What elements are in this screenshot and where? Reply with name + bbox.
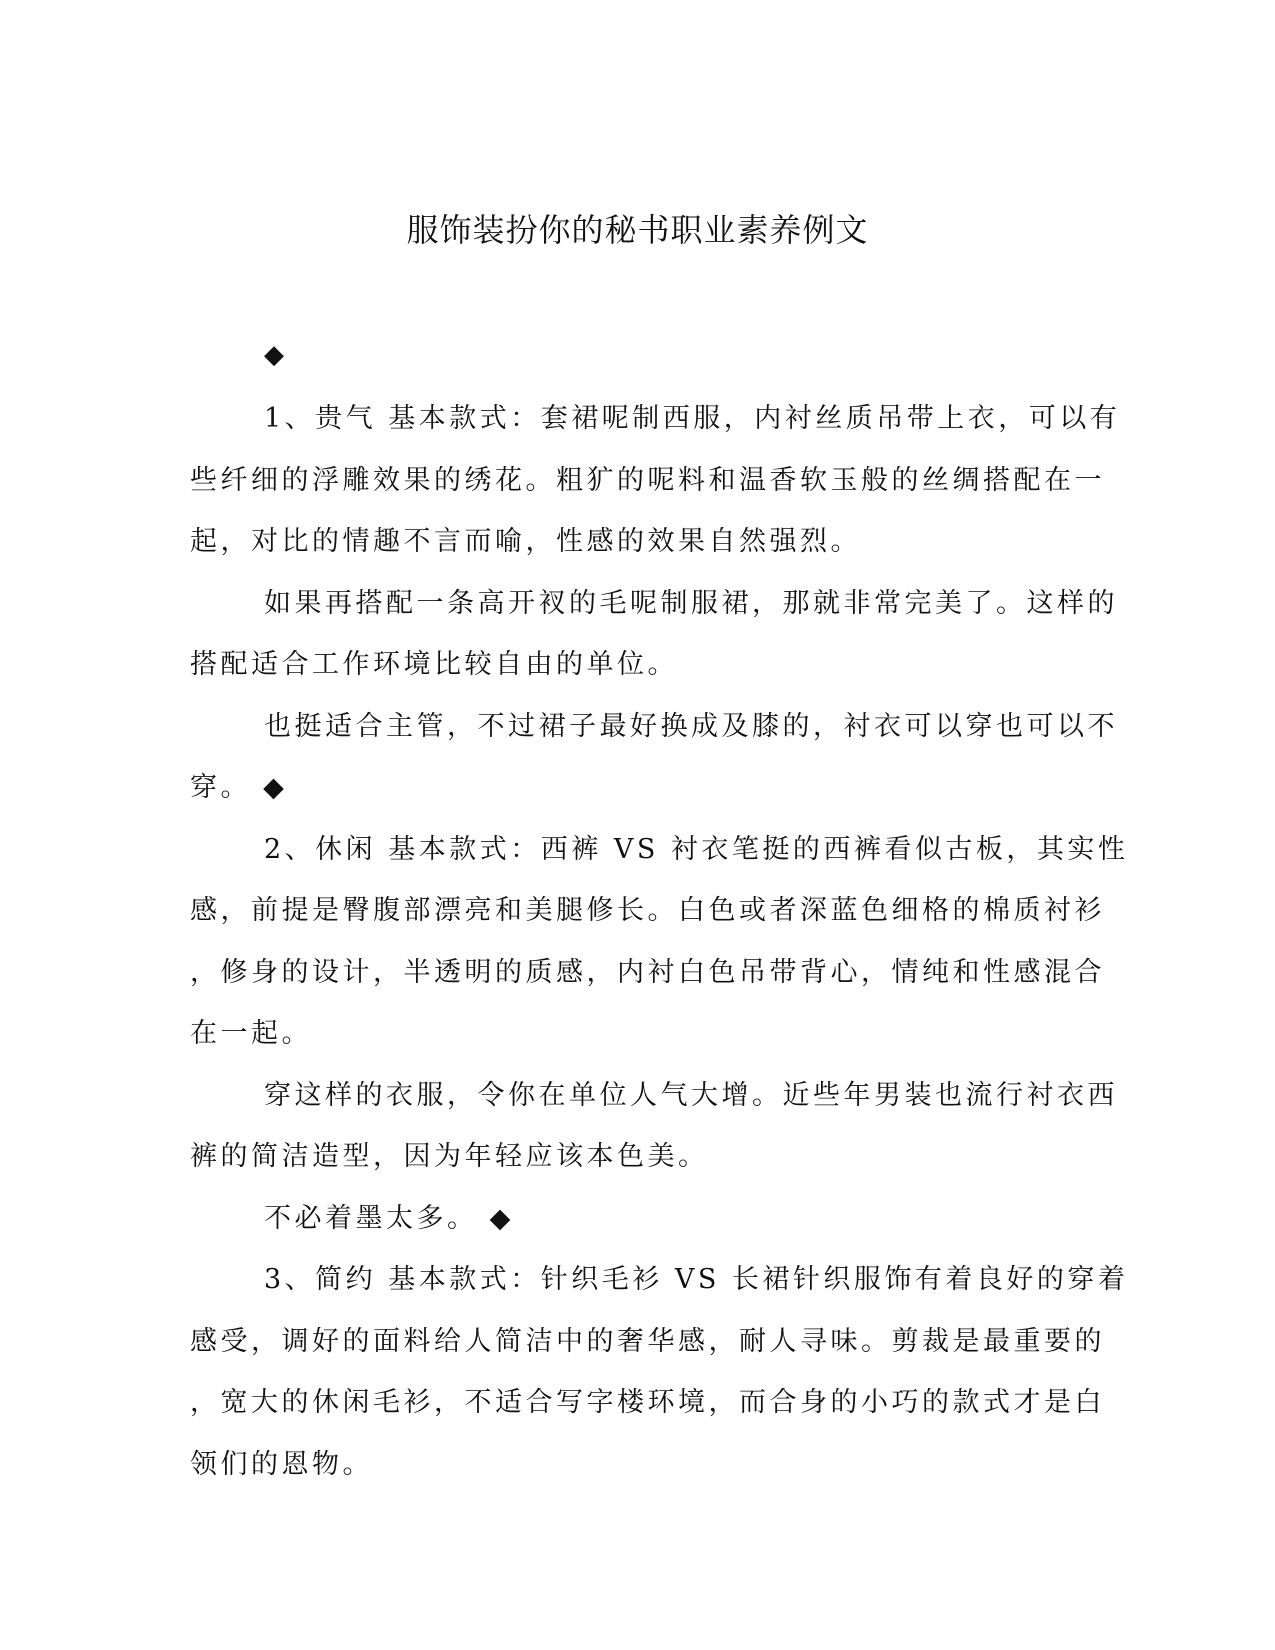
- text-line: 感受，调好的面料给人简洁中的奢华感，耐人寻味。剪裁是最重要的: [190, 1325, 1105, 1357]
- text-line: 也挺适合主管，不过裙子最好换成及膝的，衬衣可以穿也可以不: [264, 710, 1118, 742]
- text-line: 裤的简洁造型，因为年轻应该本色美。: [190, 1141, 709, 1172]
- document-body: [190, 388, 1129, 1495]
- text-line: 如果再搭配一条高开衩的毛呢制服裙，那就非常完美了。这样的: [264, 587, 1118, 619]
- text-line: 1、贵气 基本款式：套裙呢制西服，内衬丝质吊带上衣，可以有: [264, 403, 1121, 434]
- text-line: 2、休闲 基本款式：西裤 VS 衬衣笔挺的西裤看似古板，其实性: [264, 833, 1129, 865]
- text-line: 些纤细的浮雕效果的绣花。粗犷的呢料和温香软玉般的丝绸搭配在一: [190, 464, 1105, 496]
- diamond-bullet-icon: ◆: [264, 340, 284, 370]
- text-line: 不必着墨太多。 ◆: [264, 1202, 514, 1234]
- text-line: 搭配适合工作环境比较自由的单位。: [190, 649, 678, 680]
- text-line: ，修身的设计，半透明的质感，内衬白色吊带背心，情纯和性感混合: [190, 956, 1105, 988]
- text-line: ，宽大的休闲毛衫，不适合写字楼环境，而合身的小巧的款式才是白: [190, 1387, 1105, 1418]
- text-line: 3、简约 基本款式：针织毛衫 VS 长裙针织服饰有着良好的穿着: [264, 1264, 1129, 1295]
- text-line: 穿这样的衣服，令你在单位人气大增。近些年男装也流行衬衣西: [264, 1079, 1118, 1111]
- text-line: 感，前提是臀腹部漂亮和美腿修长。白色或者深蓝色细格的棉质衬衫: [190, 895, 1105, 926]
- document-title: 服饰装扮你的秘书职业素养例文: [406, 211, 869, 249]
- text-line: 穿。 ◆: [190, 772, 288, 803]
- text-line: 起，对比的情趣不言而喻，性感的效果自然强烈。: [190, 526, 861, 557]
- text-line: 在一起。: [190, 1018, 312, 1049]
- text-line: 领们的恩物。: [190, 1448, 373, 1480]
